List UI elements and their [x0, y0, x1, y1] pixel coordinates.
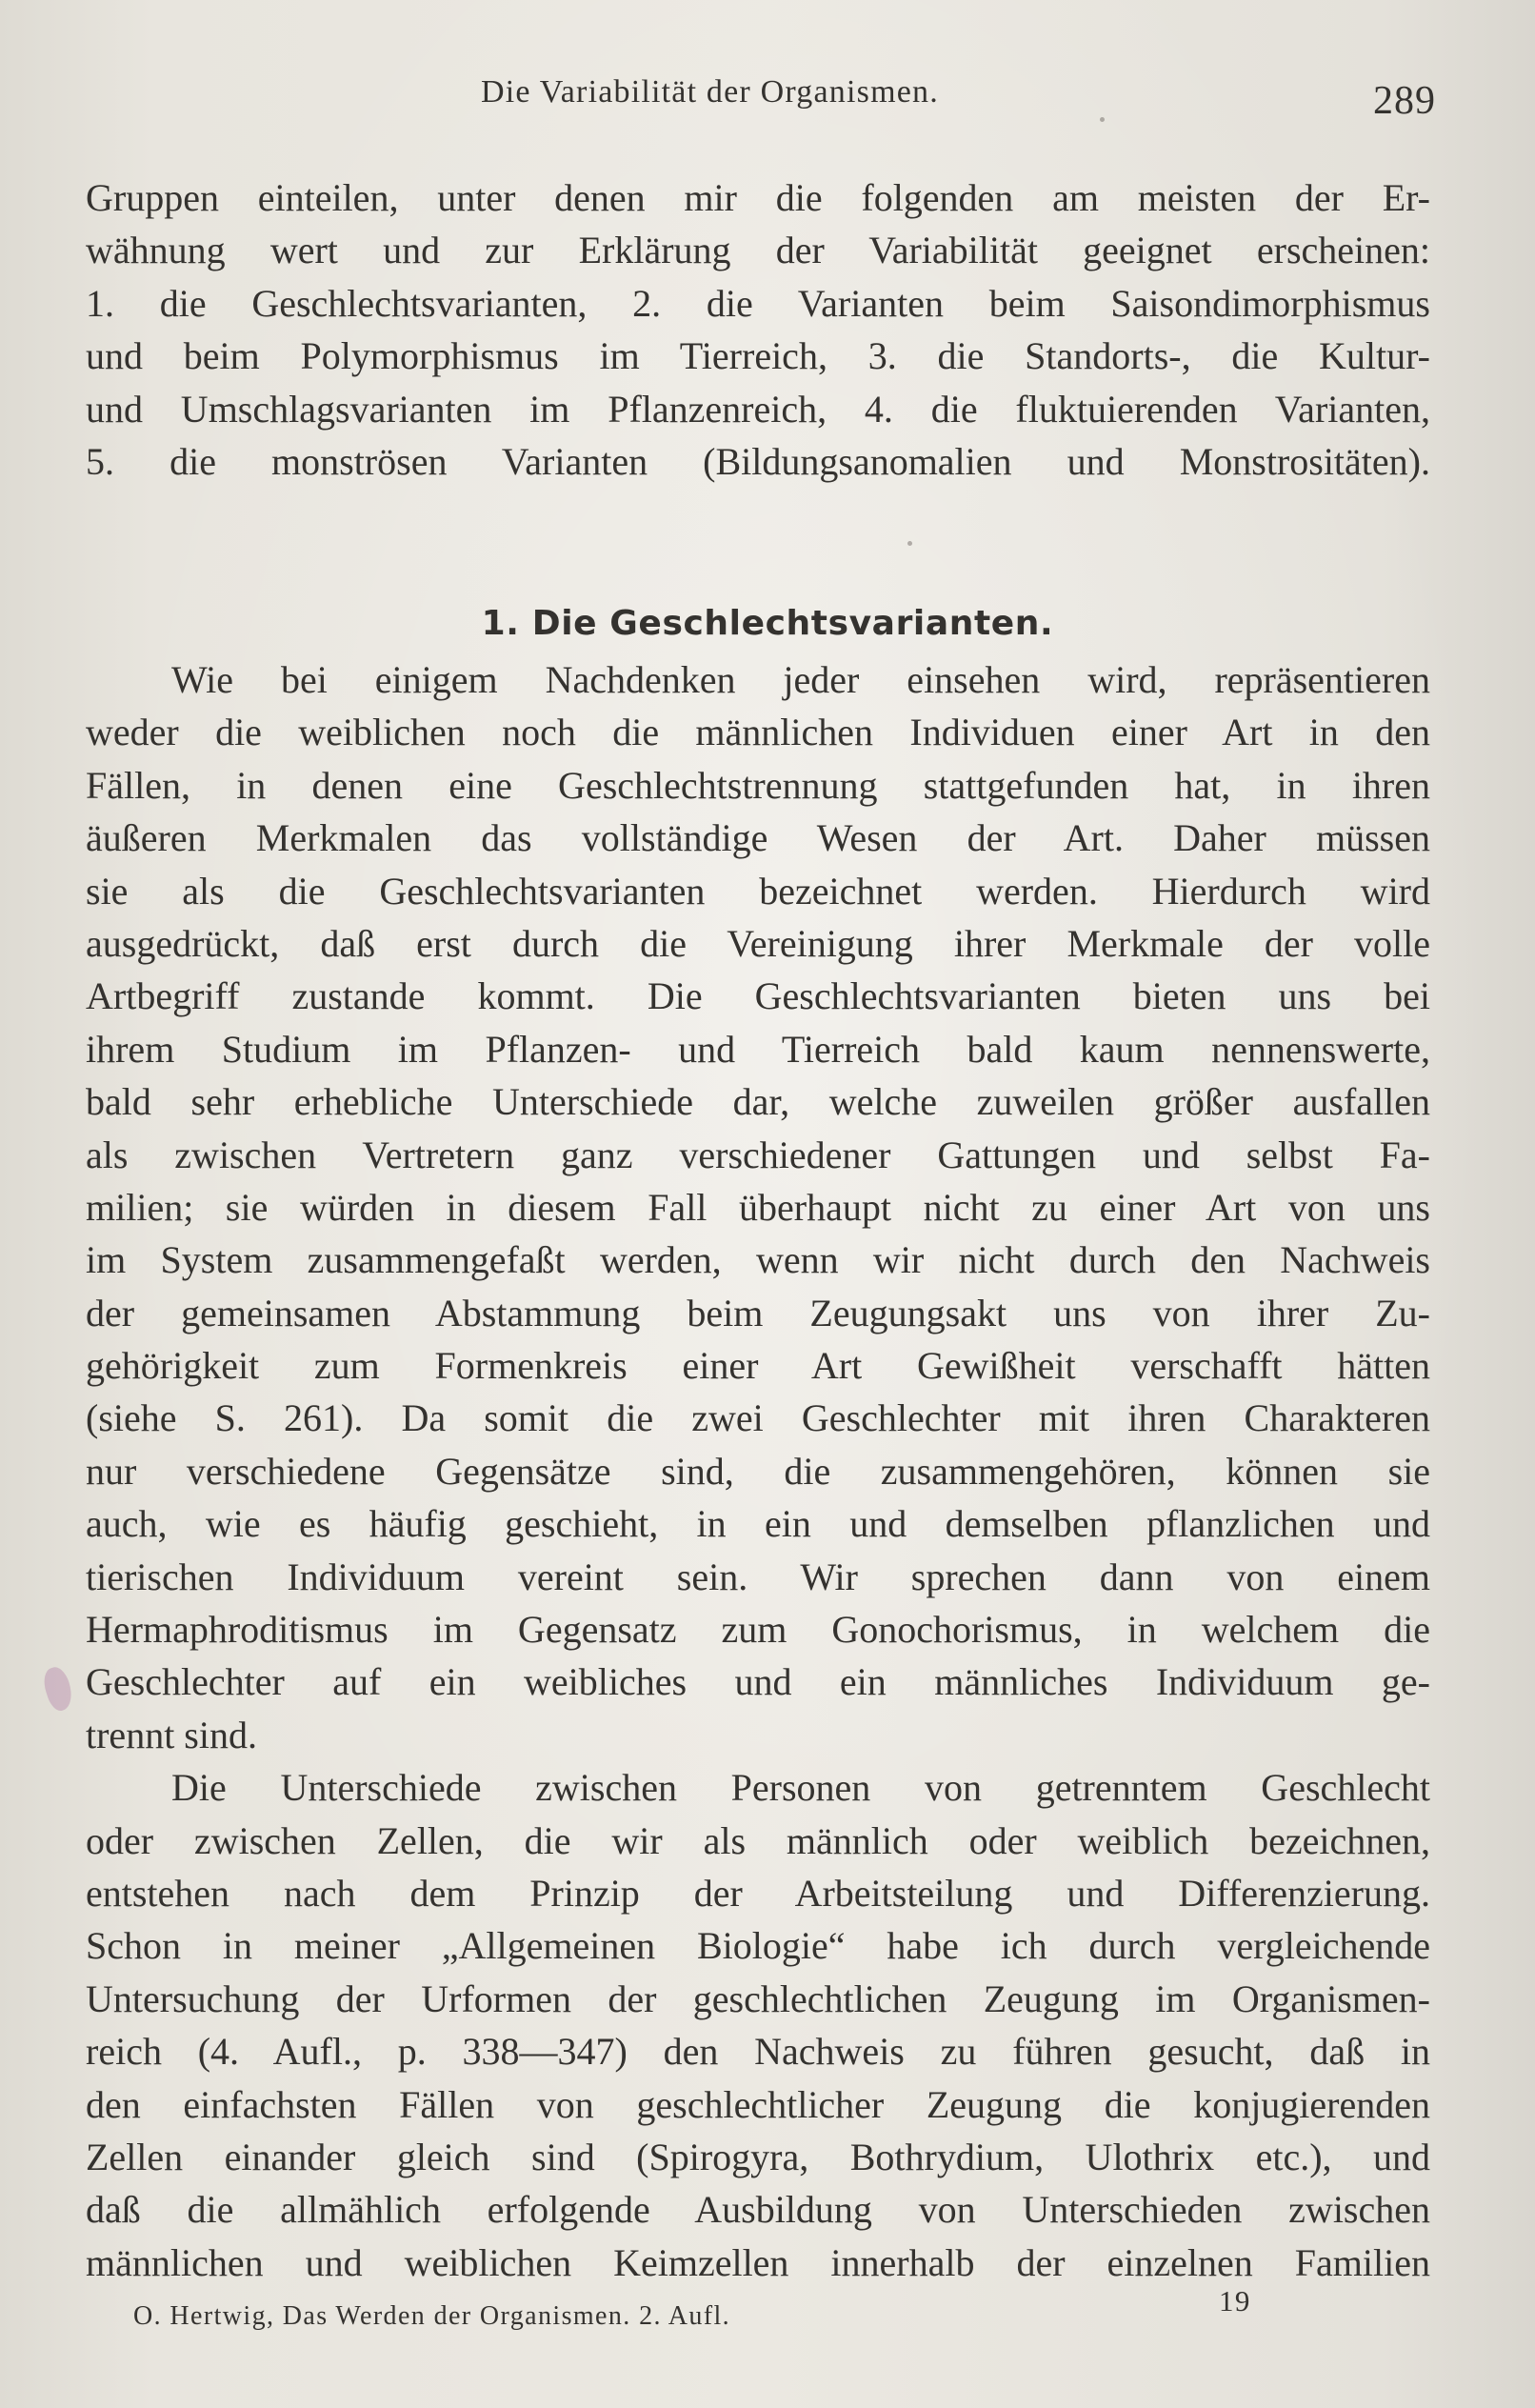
intro-line: und Umschlagsvarianten im Pflanzenreich, 4. die fluktuierenden Varianten, — [86, 387, 1430, 431]
paragraph-line: als zwischen Vertretern ganz verschiedener Gattungen und selbst Fa- — [86, 1133, 1430, 1176]
printer-signature: 19 — [1219, 2284, 1251, 2318]
paragraph-line: daß die allmählich erfolgende Ausbildung von Unterschieden zwischen — [86, 2188, 1430, 2232]
footer-citation: O. Hertwig, Das Werden der Organismen. 2. Aufl. — [133, 2301, 731, 2331]
paragraph-line: Schon in meiner „Allgemeinen Biologie“ habe ich durch vergleichende — [86, 1924, 1430, 1968]
paragraph-line: reich (4. Aufl., p. 338—347) den Nachweis zu führen gesucht, daß in — [86, 2030, 1430, 2074]
section-heading: 1. Die Geschlechtsvarianten. — [481, 603, 1054, 643]
paragraph-cell-differences — [86, 1761, 1430, 2289]
paragraph-line: trennt sind. — [86, 1713, 257, 1756]
paragraph-line: entstehen nach dem Prinzip der Arbeitsteilung und Differenzierung. — [86, 1871, 1430, 1915]
intro-line: Gruppen einteilen, unter denen mir die folgenden am meisten der Er- — [86, 176, 1430, 219]
paragraph-line: Fällen, in denen eine Geschlechtstrennung stattgefunden hat, in ihren — [86, 763, 1430, 807]
paragraph-line: tierischen Individuum vereint sein. Wir sprechen dann von einem — [86, 1555, 1430, 1598]
intro-line: 1. die Geschlechtsvarianten, 2. die Varianten beim Saisondimorphismus — [86, 281, 1430, 325]
paragraph-line: gehörigkeit zum Formenkreis einer Art Gewißheit verschafft hätten — [86, 1344, 1430, 1388]
paragraph-line: bald sehr erhebliche Unterschiede dar, welche zuweilen größer ausfallen — [86, 1080, 1430, 1124]
paragraph-line: ihrem Studium im Pflanzen- und Tierreich bald kaum nennenswerte, — [86, 1027, 1430, 1071]
running-header — [0, 69, 1535, 126]
paragraph-line: auch, wie es häufig geschieht, in ein und demselben pflanzlichen und — [86, 1502, 1430, 1546]
main-text — [86, 653, 1430, 2289]
paragraph-line: Hermaphroditismus im Gegensatz zum Gonochorismus, in welchem die — [86, 1608, 1430, 1652]
paragraph-line: Geschlechter auf ein weibliches und ein männliches Individuum ge- — [86, 1660, 1430, 1704]
paragraph-line: Artbegriff zustande kommt. Die Geschlechtsvarianten bieten uns bei — [86, 974, 1430, 1018]
paragraph-line: im System zusammengefaßt werden, wenn wir nicht durch den Nachweis — [86, 1238, 1430, 1282]
paragraph-line: (siehe S. 261). Da somit die zwei Geschlechter mit ihren Charakteren — [86, 1396, 1430, 1440]
paragraph-line: Die Unterschiede zwischen Personen von getrenntem Geschlecht — [171, 1766, 1430, 1810]
paragraph-line: milien; sie würden in diesem Fall überhaupt nicht zu einer Art von uns — [86, 1185, 1430, 1229]
paragraph-line: äußeren Merkmalen das vollständige Wesen der Art. Daher müssen — [86, 816, 1430, 860]
paragraph-line: weder die weiblichen noch die männlichen Individuen einer Art in den — [86, 711, 1430, 754]
paragraph-line: oder zwischen Zellen, die wir als männlich oder weiblich bezeichnen, — [86, 1818, 1430, 1862]
intro-line: wähnung wert und zur Erklärung der Variabilität geeignet erscheinen: — [86, 229, 1430, 272]
paragraph-line: den einfachsten Fällen von geschlechtlicher Zeugung die konjugierenden — [86, 2082, 1430, 2126]
running-title: Die Variabilität der Organismen. — [481, 74, 939, 110]
intro-paragraph — [86, 171, 1430, 488]
intro-line: und beim Polymorphismus im Tierreich, 3. die Standorts-, die Kultur- — [86, 334, 1430, 378]
ink-stain — [40, 1664, 77, 1714]
page-number: 289 — [1373, 79, 1436, 123]
paragraph-line: der gemeinsamen Abstammung beim Zeugungsakt uns von ihrer Zu- — [86, 1291, 1430, 1334]
paragraph-line: ausgedrückt, daß erst durch die Vereinigung ihrer Merkmale der volle — [86, 921, 1430, 965]
paragraph-line: nur verschiedene Gegensätze sind, die zusammengehören, können sie — [86, 1449, 1430, 1493]
paragraph-line: Zellen einander gleich sind (Spirogyra, Bothrydium, Ulothrix etc.), und — [86, 2135, 1430, 2178]
paper-speck — [907, 541, 912, 546]
paragraph-line: männlichen und weiblichen Keimzellen innerhalb der einzelnen Familien — [86, 2240, 1430, 2284]
paragraph-line: sie als die Geschlechtsvarianten bezeichnet werden. Hierdurch wird — [86, 869, 1430, 913]
paragraph-line: Untersuchung der Urformen der geschlechtlichen Zeugung im Organismen- — [86, 1977, 1430, 2020]
intro-line: 5. die monströsen Varianten (Bildungsanomalien und Monstrositäten). — [86, 439, 1430, 483]
paragraph-sex-variants — [86, 653, 1430, 1761]
paragraph-line: Wie bei einigem Nachdenken jeder einsehen wird, repräsentieren — [171, 658, 1430, 701]
